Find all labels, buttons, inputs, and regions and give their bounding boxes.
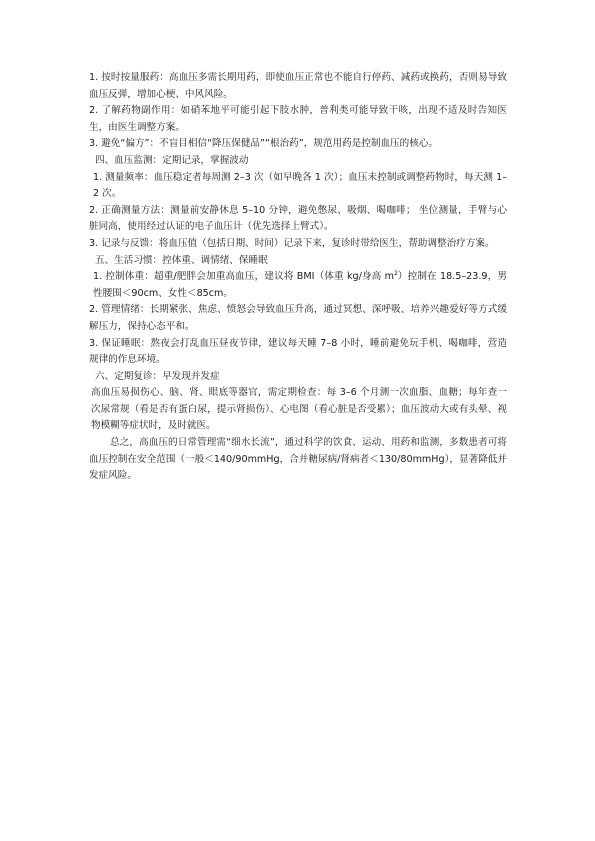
paragraph-emotion-management: 2. 管理情绪：长期紧张、焦虑、愤怒会导致血压升高，通过冥想、深呼吸、培养兴趣爱好等方式缓解压力，保持心态平和。	[89, 304, 507, 332]
paragraph-measure-method: 2. 正确测量方法：测量前安静休息 5–10 分钟，避免憋尿、吸烟、喝咖啡； 坐位测量，手臂与心脏同高，使用经过认证的电子血压计（优先选择上臂式）。	[89, 204, 507, 233]
paragraph-record-feedback: 3. 记录与反馈：将血压值（包括日期、时间）记录下来，复诊时带给医生，帮助调整治疗方案。	[89, 237, 495, 249]
section-heading-followup: 六、定期复诊：早发现并发症	[95, 370, 220, 382]
section-heading-bp-monitoring: 四、血压监测：定期记录，掌握波动	[95, 154, 249, 166]
document-body	[89, 70, 507, 485]
weight-control-text-b: ）控制在 18.5–23.9，男性腰围＜90cm、女性＜85cm。	[93, 271, 507, 299]
paragraph-summary: 总之，高血压的日常管理需“细水长流”，通过科学的饮食、运动、用药和监测，多数患者可将血压控制在安全范围（一般＜140/90mmHg，合并糖尿病/肾病者＜130/80mmHg），显著降低并发症风险。	[89, 437, 507, 482]
paragraph-medication-adherence: 1. 按时按量服药：高血压多需长期用药，即使血压正常也不能自行停药、减药或换药，否则易导致血压反弹，增加心梗、中风风险。	[89, 72, 507, 100]
paragraph-avoid-folk-remedies: 3. 避免“偏方”：不盲目相信“降压保健品”“根治药”，规范用药是控制血压的核心。	[89, 138, 439, 150]
section-heading-lifestyle: 五、生活习惯：控体重、调情绪、保睡眠	[95, 254, 268, 266]
paragraph-measure-frequency: 1. 测量频率：血压稳定者每周测 2–3 次（如早晚各 1 次）；血压未控制或调整药物时，每天测 1–2 次。	[93, 171, 507, 200]
paragraph-regular-checkups: 高血压易损伤心、脑、肾、眼底等器官，需定期检查：每 3–6 个月测一次血脂、血糖；每年查一次尿常规（看是否有蛋白尿，提示肾损伤）、心电图（看心脏是否受累）；血压波动大或有头晕、视物模糊等症状时，及时就医。	[91, 387, 507, 432]
superscript-squared: 2	[393, 269, 398, 277]
paragraph-sleep: 3. 保证睡眠：熬夜会打乱血压昼夜节律，建议每天睡 7–8 小时，睡前避免玩手机、喝咖啡，营造规律的作息环境。	[89, 337, 507, 366]
weight-control-text-a: 1. 控制体重：超重/肥胖会加重高血压，建议将 BMI（体重 kg/身高 m	[93, 271, 394, 283]
paragraph-weight-control	[89, 269, 507, 302]
paragraph-side-effects: 2. 了解药物副作用：如硝苯地平可能引起下肢水肿，普利类可能导致干咳，出现不适及时告知医生，由医生调整方案。	[89, 105, 507, 133]
